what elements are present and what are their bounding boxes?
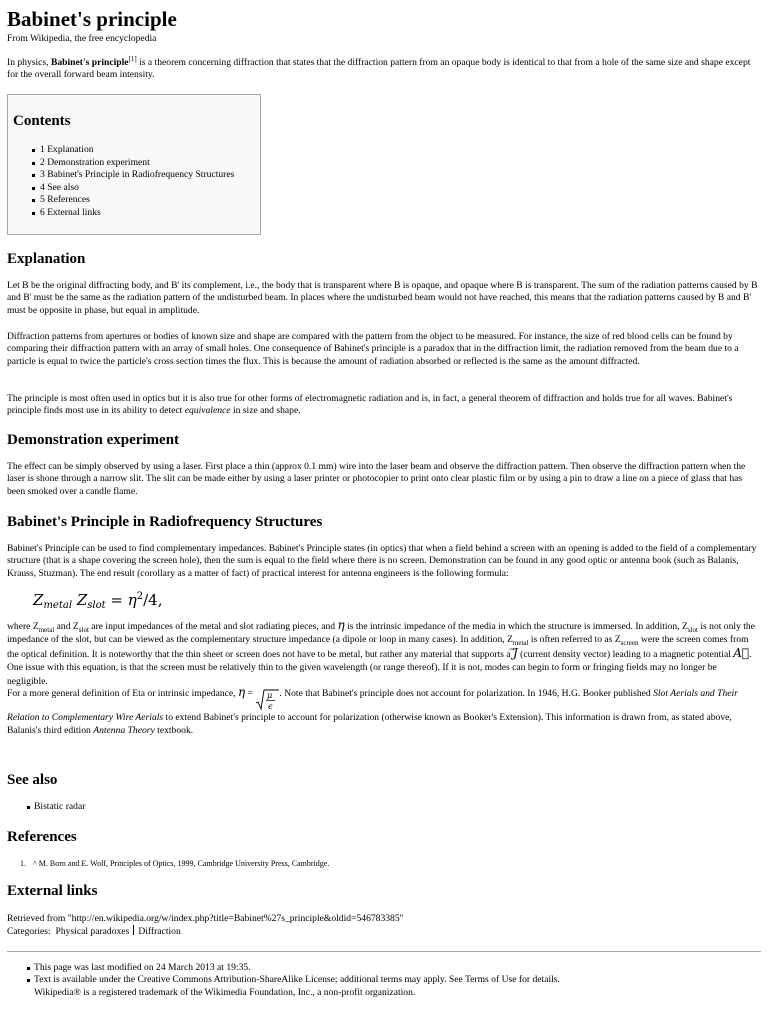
see-also-list [7, 801, 85, 813]
footer-license: Text is available under the Creative Commons Attribution-ShareAlike License; additional terms may apply. See Terms of Use for details. Wikipedia® is a registered trademark of the Wikimedia Foundation, Inc., a non-profit organization. [7, 974, 560, 999]
footer-notes [7, 962, 560, 999]
toc-item-explanation[interactable]: 1 Explanation [14, 144, 234, 157]
bullet-icon [32, 174, 35, 177]
explanation-paragraph-3: The principle is most often used in optics but it is also true for other forms of electromagnetic radiation and is, in fact, a general theorem of diffraction and holds true for all waves. Babinet's principle finds most use in its ability to detect equivalence in size and shape. [7, 393, 733, 417]
bullet-icon [27, 806, 30, 809]
footer-divider [7, 951, 761, 952]
retrieved-from: Retrieved from "http://en.wikipedia.org/w/index.php?title=Babinet%27s_principle&oldid=546783385" [7, 913, 404, 924]
impedance-equation: $Z_{metal}$ $Z_{slot} = \eta^2/4$, [33, 591, 163, 611]
svg-text:ϵ: ϵ [268, 701, 273, 711]
page-subtitle: From Wikipedia, the free encyclopedia [7, 33, 157, 44]
see-also-item-bistatic-radar[interactable]: Bistatic radar [7, 801, 85, 813]
bullet-icon [27, 979, 30, 982]
heading-references: References [7, 829, 77, 845]
category-link-diffraction[interactable]: Diffraction [138, 926, 181, 937]
heading-see-also: See also [7, 772, 58, 788]
explanation-paragraph-1: Let B be the original diffracting body, and B' its complement, i.e., the body that is transparent where B is opaque, and opaque where B is transparent. The sum of the radiation patterns caused by B and B' must be the same as the radiation pattern of the undisturbed beam. In places where the undisturbed beam would not have reached, this means that the radiation patterns caused by B and B' must be opposite in phase, but equal in amplitude. [7, 280, 758, 316]
intro-paragraph: In physics, Babinet's principle[1] is a theorem concerning diffraction that states that the diffraction pattern from an opaque body is identical to that from a hole of the same size and shape except for the overall forward beam intensity. [7, 55, 751, 81]
toc-title: Contents [13, 113, 71, 129]
radiofrequency-paragraph-2: where $Z_{metal}$ and $Z_{slot}$ are input impedances of the metal and slot radiating pieces, and η is the intrinsic impedance of the media in which the structure is immersed. In addition, $Z_{slot}$ is not only the impedance of the slot, but can be viewed as the complementary structure impedance (a dipole or loop in many cases). In addition, $Z_{metal}$ is often referred to as $Z_{screen}$ were the screen comes from the optical definition. It is noteworthy that the thin sheet or screen does not have to be metal, but rather any material that supports a J (current density vector) leading to a magnetic potential A. One issue with this equation, is that the screen must be relatively thin to the given wavelength (or range thereof). If it is not, modes can begin to form or fringing fields may no longer be negligible. [7, 618, 755, 687]
intro-term: Babinet's principle [50, 57, 129, 68]
category-link-physical-paradoxes[interactable]: Physical paradoxes [55, 926, 130, 937]
vector-j-symbol: J [512, 645, 518, 660]
caret-backlink[interactable]: ^ [33, 859, 37, 868]
explanation-paragraph-2: Diffraction patterns from apertures or bodies of known size and shape are compared with the pattern from the object to be measured. For instance, the size of red blood cells can be found by comparing their diffraction pattern with an array of small holes. One consequence of Babinet's principle is a paradox that in the diffraction limit, the radiation removed from the beam due to a particle is equal to twice the particle's cross section times the flux. This is because the amount of radiation absorbed or reflected is the same as the amount diffracted. [7, 331, 739, 367]
heading-explanation: Explanation [7, 251, 86, 267]
vector-a-symbol: A [733, 645, 750, 660]
toc-item-external-links[interactable]: 6 External links [14, 207, 234, 220]
footer-last-modified: This page was last modified on 24 March 2013 at 19:35. [7, 962, 560, 974]
sqrt-mu-over-epsilon [255, 689, 279, 711]
bullet-icon [32, 187, 35, 190]
reference-item-1: 1. ^ M. Born and E. Wolf, Principles of Optics, 1999, Cambridge University Press, Cambridge. [20, 859, 330, 868]
page-title: Babinet's principle [7, 7, 177, 31]
bullet-icon [32, 149, 35, 152]
ref-link-1[interactable]: [1] [128, 55, 137, 63]
bullet-icon [27, 967, 30, 970]
bullet-icon [32, 212, 35, 215]
category-links: Categories: Physical paradoxes Diffraction [7, 926, 181, 937]
bullet-icon [32, 162, 35, 165]
table-of-contents [7, 94, 261, 235]
toc-item-see-also[interactable]: 4 See also [14, 182, 234, 195]
toc-item-radiofrequency[interactable]: 3 Babinet's Principle in Radiofrequency Structures [14, 169, 234, 182]
radiofrequency-paragraph-1: Babinet's Principle can be used to find complementary impedances. Babinet's Principle states (in optics) that when a field behind a screen with an opening is added to the field of a complementary structure (that is a shape covering the screen hole), then the sum is equal to the field where there is no screen. Demonstration can be found in any good optic or antenna book (such as Balanis, Krauss, Stuzman). The end result (corollary as a matter of fact) of practical interest for antenna engineers is the following formula: [7, 543, 757, 579]
heading-demonstration: Demonstration experiment [7, 432, 180, 448]
toc-list [14, 144, 234, 220]
bullet-icon [32, 199, 35, 202]
toc-item-references[interactable]: 5 References [14, 194, 234, 207]
toc-item-demonstration[interactable]: 2 Demonstration experiment [14, 157, 234, 170]
demonstration-paragraph: The effect can be simply observed by using a laser. First place a thin (approx 0.1 mm) wire into the laser beam and observe the diffraction pattern. Then observe the diffraction pattern when the laser is shone through a narrow slit. The slit can be made either by using a laser printer or photocopier to print onto clear plastic film or by using a pin to draw a line on a piece of glass that has been smoked over a candle flame. [7, 461, 746, 497]
heading-radiofrequency: Babinet's Principle in Radiofrequency Structures [7, 514, 323, 530]
radiofrequency-paragraph-3: For a more general definition of Eta or intrinsic impedance, η = μ ϵ . Note that Babinet's principle does not account for polarization. In 1946, H.G. Booker published Slot Aerials and Their Relation to Complementary Wire Aerials to extend Babinet's principle to account for polarization (otherwise known as Booker's Extension). This information is drawn from, as stated above, Balanis's third edition Antenna Theory textbook. [7, 685, 738, 737]
heading-external-links: External links [7, 883, 98, 899]
svg-text:μ: μ [267, 690, 273, 700]
